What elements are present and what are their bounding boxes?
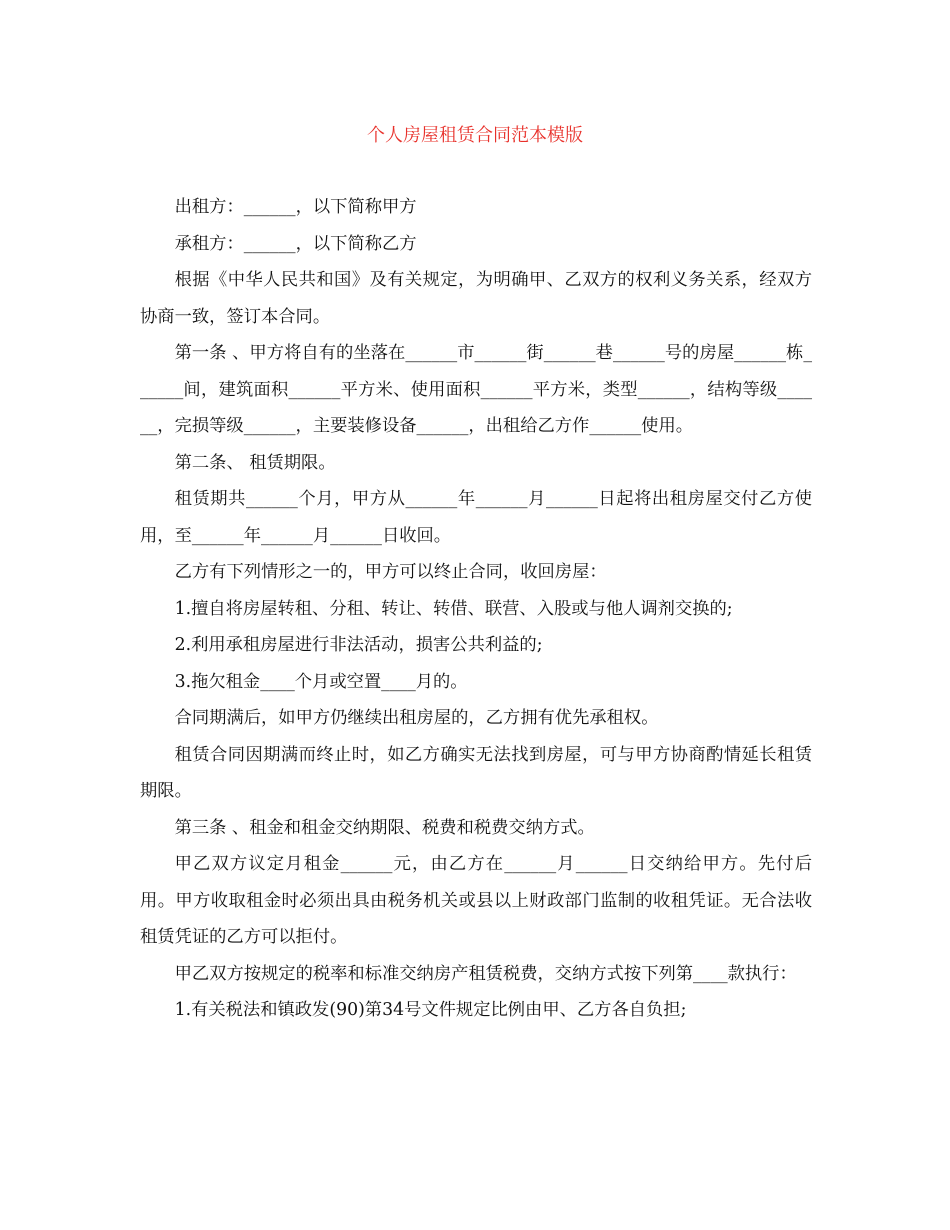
paragraph-tax-item-1: 1.有关税法和镇政发(90)第34号文件规定比例由甲、乙方各自负担;	[174, 1000, 687, 1020]
paragraph-article-3-heading: 第三条 、租金和租金交纳期限、税费和税费交纳方式。	[174, 817, 595, 838]
paragraph-priority-renewal: 合同期满后，如甲方仍继续出租房屋的，乙方拥有优先承租权。	[174, 708, 659, 728]
paragraph-termination-intro: 乙方有下列情形之一的，甲方可以终止合同，收回房屋：	[174, 562, 607, 582]
paragraph-preamble: 根据《中华人民共和国》及有关规定，为明确甲、乙双方的权利义务关系，经双方协商一致，签订本合同。	[140, 270, 812, 327]
paragraph-article-1: 第一条 、甲方将自有的坐落在______市______街______巷______号的房屋______栋______间，建筑面积______平方米、使用面积______平方米，类型______，结构等级______，完损等级______，主要装修设备______，出租给乙方作______使用。	[140, 343, 812, 436]
document-body	[140, 189, 812, 1029]
paragraph-rent-payment: 甲乙双方议定月租金______元，由乙方在______月______日交纳给甲方。先付后用。甲方收取租金时必须出具由税务机关或县以上财政部门监制的收租凭证。无合法收租赁凭证的乙方可以拒付。	[140, 854, 812, 947]
paragraph-termination-item-3: 3.拖欠租金____个月或空置____月的。	[174, 671, 468, 692]
paragraph-extension: 租赁合同因期满而终止时，如乙方确实无法找到房屋，可与甲方协商酌情延长租赁期限。	[140, 744, 812, 801]
paragraph-termination-item-1: 1.擅自将房屋转租、分租、转让、转借、联营、入股或与他人调剂交换的;	[174, 598, 733, 619]
paragraph-article-2-heading: 第二条、 租赁期限。	[174, 452, 336, 473]
document-title: 个人房屋租赁合同范本模版	[367, 125, 583, 146]
paragraph-termination-item-2: 2.利用承租房屋进行非法活动，损害公共利益的;	[174, 635, 543, 655]
paragraph-tax-payment: 甲乙双方按规定的税率和标准交纳房产租赁税费，交纳方式按下列第____款执行：	[174, 963, 797, 984]
paragraph-lessor: 出租方：______，以下简称甲方	[174, 197, 417, 217]
paragraph-lessee: 承租方：______，以下简称乙方	[174, 233, 417, 254]
paragraph-lease-term: 租赁期共______个月，甲方从______年______月______日起将出租房屋交付乙方使用，至______年______月______日收回。	[140, 489, 812, 546]
